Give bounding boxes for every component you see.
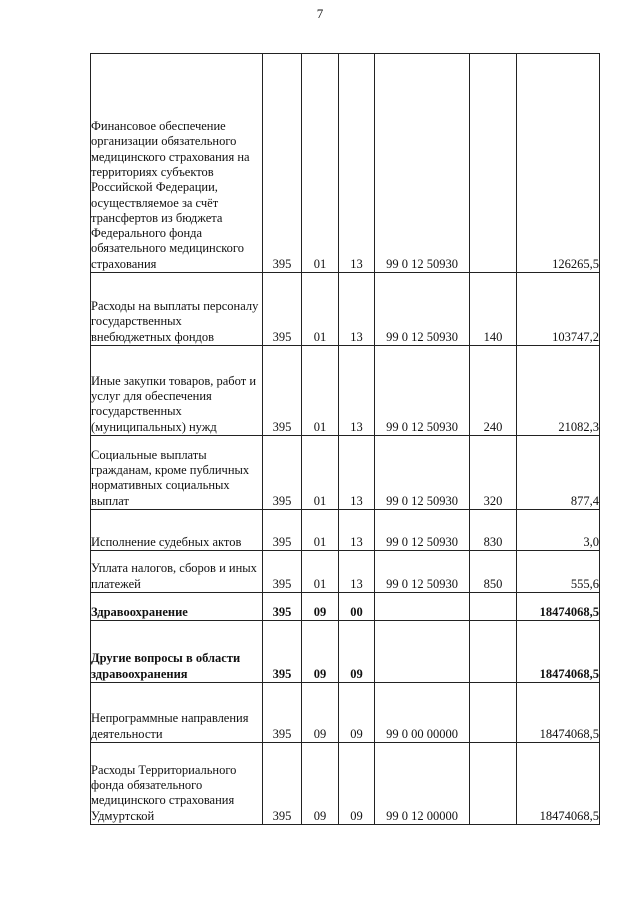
row-amount: 103747,2 (517, 273, 600, 346)
row-amount: 18474068,5 (517, 621, 600, 683)
row-name: Иные закупки товаров, работ и услуг для обеспечения государственных (муниципальных) нужд (91, 346, 263, 436)
row-vr: 850 (470, 551, 517, 593)
table-row (91, 593, 600, 621)
row-vr: 830 (470, 510, 517, 551)
row-amount: 21082,3 (517, 346, 600, 436)
row-csr (375, 593, 470, 621)
row-rz: 01 (302, 551, 339, 593)
row-pr: 00 (339, 593, 375, 621)
table-row (91, 54, 600, 273)
row-name: Финансовое обеспечение организации обязательного медицинского страхования на территориях субъектов Российской Федерации, осуществляемое за счёт трансфертов из бюджета Федерального фонда обязательного медицинского страхования (91, 54, 263, 273)
row-csr: 99 0 12 50930 (375, 436, 470, 510)
row-amount: 18474068,5 (517, 743, 600, 825)
row-rz: 01 (302, 54, 339, 273)
table-row (91, 346, 600, 436)
row-csr: 99 0 12 00000 (375, 743, 470, 825)
row-name: Социальные выплаты гражданам, кроме публичных нормативных социальных выплат (91, 436, 263, 510)
row-amount: 18474068,5 (517, 593, 600, 621)
table-row (91, 273, 600, 346)
row-pr: 09 (339, 743, 375, 825)
row-vr: 140 (470, 273, 517, 346)
row-pr: 13 (339, 54, 375, 273)
row-rz: 01 (302, 346, 339, 436)
row-rz: 01 (302, 510, 339, 551)
budget-table (90, 53, 600, 825)
row-rz: 09 (302, 743, 339, 825)
row-pr: 13 (339, 551, 375, 593)
row-rz: 09 (302, 683, 339, 743)
row-ved: 395 (263, 436, 302, 510)
table-row (91, 510, 600, 551)
row-name: Непрограммные направления деятельности (91, 683, 263, 743)
row-ved: 395 (263, 743, 302, 825)
row-amount: 877,4 (517, 436, 600, 510)
row-csr: 99 0 00 00000 (375, 683, 470, 743)
row-name: Уплата налогов, сборов и иных платежей (91, 551, 263, 593)
row-name: Расходы на выплаты персоналу государственных внебюджетных фондов (91, 273, 263, 346)
row-vr (470, 54, 517, 273)
table-row (91, 551, 600, 593)
row-csr (375, 621, 470, 683)
row-vr (470, 743, 517, 825)
row-vr: 320 (470, 436, 517, 510)
row-name: Здравоохранение (91, 593, 263, 621)
table-row (91, 743, 600, 825)
row-vr: 240 (470, 346, 517, 436)
row-pr: 13 (339, 510, 375, 551)
row-csr: 99 0 12 50930 (375, 510, 470, 551)
row-ved: 395 (263, 510, 302, 551)
row-pr: 13 (339, 273, 375, 346)
row-name: Исполнение судебных актов (91, 510, 263, 551)
row-rz: 09 (302, 621, 339, 683)
table-row (91, 683, 600, 743)
row-name: Расходы Территориального фонда обязательного медицинского страхования Удмуртской (91, 743, 263, 825)
row-ved: 395 (263, 593, 302, 621)
row-amount: 3,0 (517, 510, 600, 551)
row-csr: 99 0 12 50930 (375, 346, 470, 436)
row-pr: 09 (339, 621, 375, 683)
row-csr: 99 0 12 50930 (375, 273, 470, 346)
row-pr: 13 (339, 346, 375, 436)
row-vr (470, 621, 517, 683)
row-ved: 395 (263, 621, 302, 683)
row-csr: 99 0 12 50930 (375, 551, 470, 593)
row-csr: 99 0 12 50930 (375, 54, 470, 273)
page-number: 7 (316, 6, 324, 21)
row-amount: 126265,5 (517, 54, 600, 273)
row-rz: 01 (302, 273, 339, 346)
row-vr (470, 683, 517, 743)
row-name: Другие вопросы в области здравоохранения (91, 621, 263, 683)
row-ved: 395 (263, 273, 302, 346)
row-ved: 395 (263, 683, 302, 743)
row-ved: 395 (263, 346, 302, 436)
table-row (91, 621, 600, 683)
row-pr: 09 (339, 683, 375, 743)
row-vr (470, 593, 517, 621)
table-row (91, 436, 600, 510)
row-pr: 13 (339, 436, 375, 510)
row-rz: 09 (302, 593, 339, 621)
row-ved: 395 (263, 551, 302, 593)
row-amount: 18474068,5 (517, 683, 600, 743)
row-rz: 01 (302, 436, 339, 510)
row-amount: 555,6 (517, 551, 600, 593)
row-ved: 395 (263, 54, 302, 273)
